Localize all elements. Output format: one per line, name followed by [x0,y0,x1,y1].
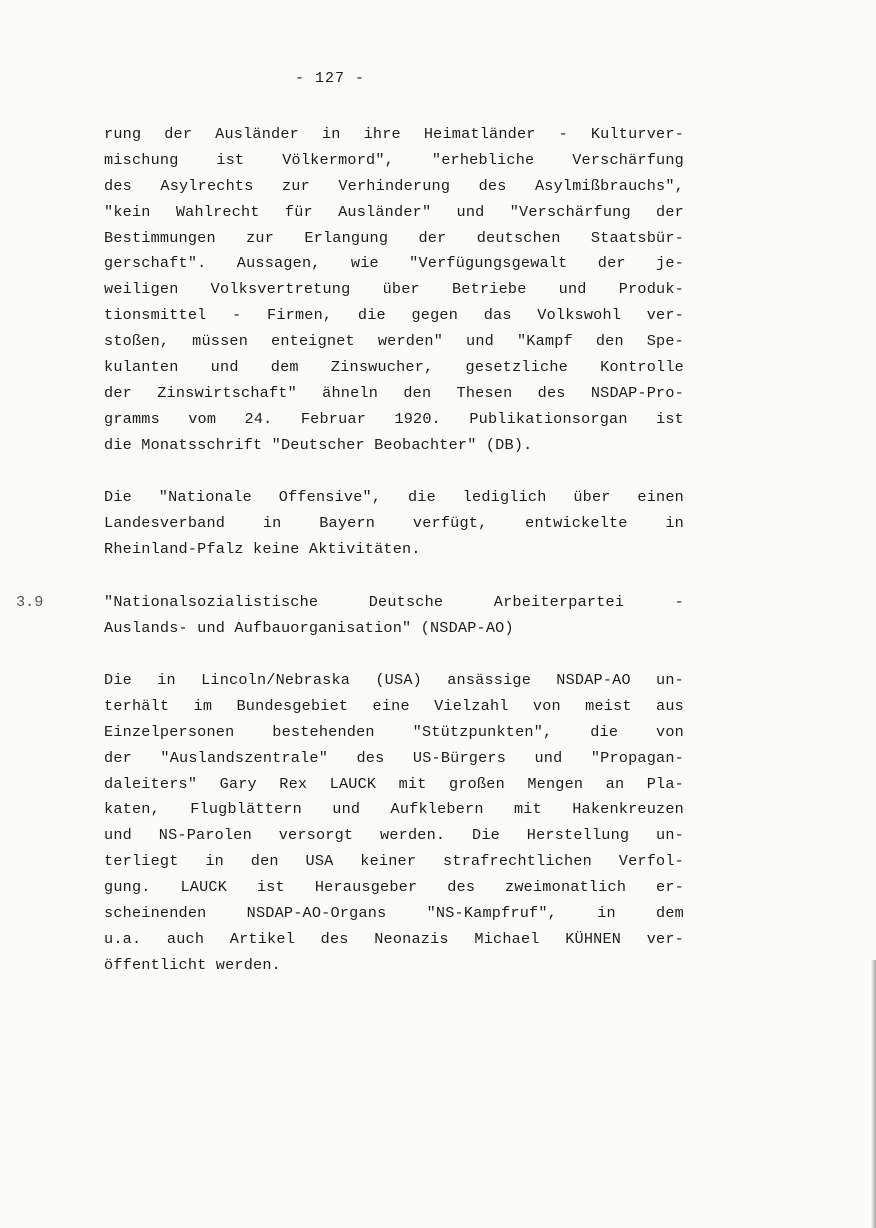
text-line: terhält im Bundesgebiet eine Vielzahl von meist aus [104,696,684,715]
text-line: weiligen Volksvertretung über Betriebe und Produk- [104,280,684,299]
text-line: rung der Ausländer in ihre Heimatländer - Kulturver- [104,125,684,143]
scan-edge-shadow [871,960,876,1228]
text-line: Bestimmungen zur Erlangung der deutschen Staatsbür- [104,228,684,247]
text-line: stoßen, müssen enteignet werden" und "Kampf den Spe- [104,332,684,351]
text-line: öffentlicht werden. [104,955,281,974]
text-line: die Monatsschrift "Deutscher Beobachter" (DB). [104,435,533,454]
text-line: katen, Flugblättern und Aufklebern mit Hakenkreuzen [104,800,684,819]
text-line: gung. LAUCK ist Herausgeber des zweimonatlich er- [104,878,684,897]
text-line: scheinenden NSDAP-AO-Organs "NS-Kampfruf", in dem [104,904,684,923]
page-number: - 127 - [294,70,365,87]
heading-line: Auslands- und Aufbauorganisation" (NSDAP-AO) [104,618,514,637]
paragraph-1 [104,122,684,459]
text-line: gerschaft". Aussagen, wie "Verfügungsgewalt der je- [104,254,684,273]
text-line: terliegt in den USA keiner strafrechtlichen Verfol- [104,852,684,871]
text-line: Einzelpersonen bestehenden "Stützpunkten", die von [104,722,684,741]
paragraph-2 [104,485,684,563]
text-line: gramms vom 24. Februar 1920. Publikationsorgan ist [104,409,684,428]
section-number: 3.9 [16,593,44,611]
text-line: kulanten und dem Zinswucher, gesetzliche Kontrolle [104,358,684,377]
section-heading [104,590,684,642]
text-line: der "Auslandszentrale" des US-Bürgers und "Propagan- [104,748,684,767]
text-line: daleiters" Gary Rex LAUCK mit großen Mengen an Pla- [104,774,684,793]
paragraph-3 [104,668,684,979]
text-line: "kein Wahlrecht für Ausländer" und "Verschärfung der [104,202,684,221]
text-line: Landesverband in Bayern verfügt, entwickelte in [104,513,684,532]
text-line: tionsmittel - Firmen, die gegen das Volkswohl ver- [104,306,684,325]
text-line: mischung ist Völkermord", "erhebliche Verschärfung [104,150,684,169]
heading-line: "Nationalsozialistische Deutsche Arbeiterpartei - [104,593,684,611]
text-line: Die "Nationale Offensive", die lediglich über einen [104,488,684,506]
text-line: und NS-Parolen versorgt werden. Die Herstellung un- [104,826,684,845]
text-line: u.a. auch Artikel des Neonazis Michael KÜHNEN ver- [104,929,684,948]
text-line: des Asylrechts zur Verhinderung des Asylmißbrauchs", [104,176,684,195]
text-line: der Zinswirtschaft" ähneln den Thesen des NSDAP-Pro- [104,383,684,402]
text-line: Die in Lincoln/Nebraska (USA) ansässige NSDAP-AO un- [104,671,684,689]
text-line: Rheinland-Pfalz keine Aktivitäten. [104,539,421,558]
